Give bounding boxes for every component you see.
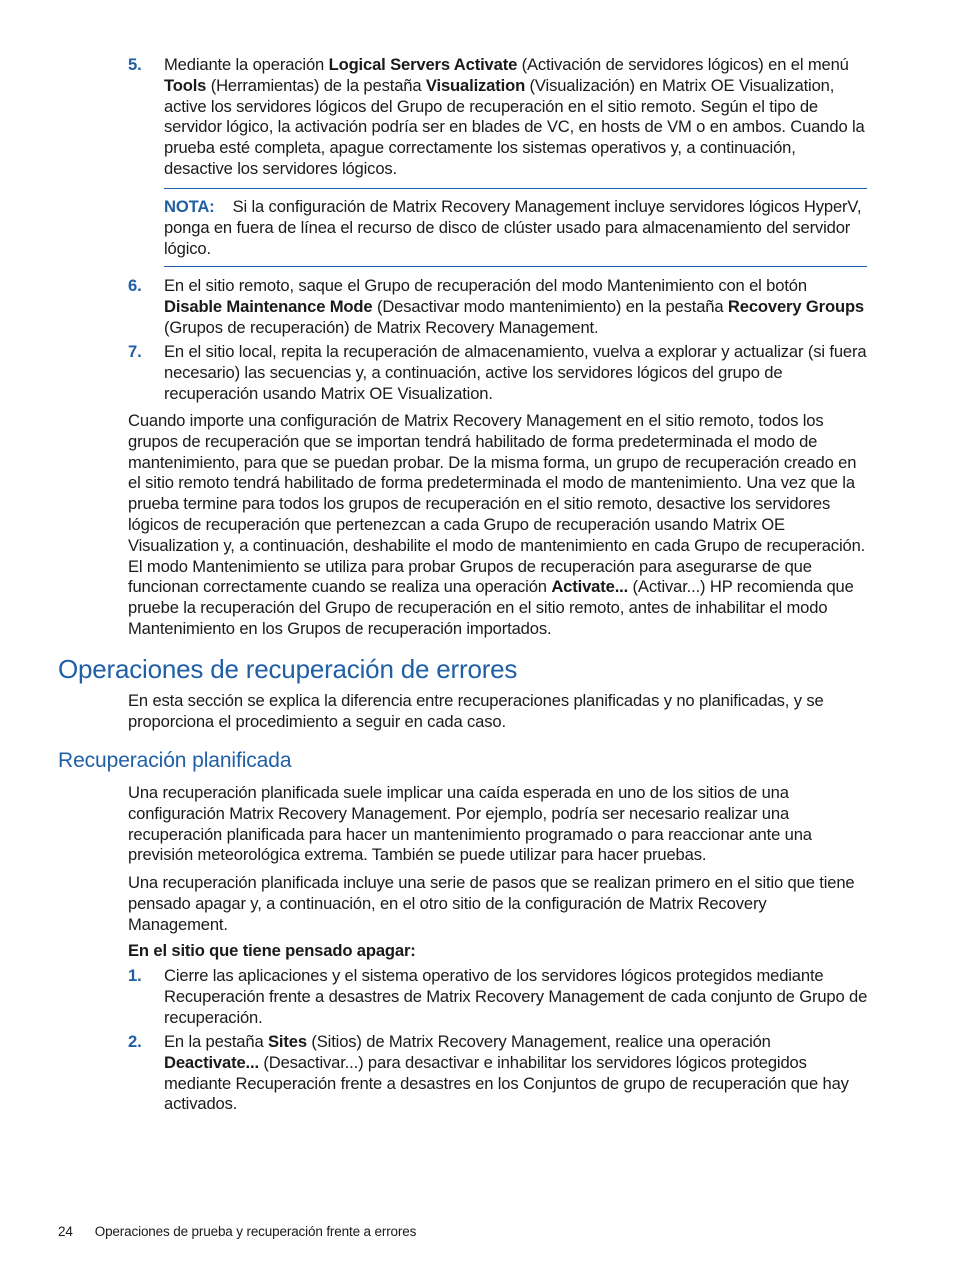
text-run: En el sitio remoto, saque el Grupo de recuperación del modo Mantenimiento con el botón [164,276,807,295]
step-text [164,342,868,404]
text-run: (Herramientas) de la pestaña [206,75,426,95]
text-run: Cierre las aplicaciones y el sistema operativo de los servidores lógicos protegidos mediante Recuperación frente a desastres de Matrix Recovery Management de cada conjunto de Grupo de recuperación. [164,966,868,1027]
ui-term: Disable Maintenance Mode [164,296,373,316]
note-box [164,188,867,267]
ui-term: Logical Servers Activate [328,55,518,74]
step-number: 6. [128,276,142,295]
step-number: 5. [128,55,142,74]
text-run: (Grupos de recuperación) de Matrix Recovery Management. [164,317,599,337]
step-number: 2. [128,1032,142,1051]
text-run: En la pestaña [164,1032,268,1051]
ui-term: Sites [268,1032,307,1051]
ui-term: Visualization [425,75,526,95]
footer-title: Operaciones de prueba y recuperación frente a errores [94,1224,417,1239]
ui-term: Activate... [551,577,629,597]
text-run: En el sitio local, repita la recuperación de almacenamiento, vuelva a explorar y actualizar (si fuera necesario) las secuencias y, a continuación, active los servidores lógicos del grupo de recuperación usando Matrix OE Visualization. [164,342,867,403]
ui-term: Tools [164,75,207,95]
text-run: (Desactivar...) para desactivar e inhabilitar los servidores lógicos protegidos mediante Recuperación frente a desastres en los Conjuntos de grupo de recuperación que hay activados. [164,1052,849,1114]
list-item-step-2 [128,1032,868,1115]
text-run: Cuando importe una configuración de Matrix Recovery Management en el sitio remoto, todos los grupos de recuperación que se importan tendrá habilitado de forma predeterminada el modo de mantenimiento, para que se puedan probar. De la misma forma, un grupo de recuperación creado en el sitio remoto tendrá habilitado de forma predeterminada el modo de mantenimiento. Una vez que la prueba termine para todos los grupos de recuperación en el sitio remoto, desactive los servidores lógicos de recuperación que pertenezcan a cada Grupo de recuperación usando Matrix OE Visualization y, a continuación, deshabilite el modo de mantenimiento en cada Grupo de recuperación. El modo Mantenimiento se utiliza para probar Grupos de recuperación para asegurarse de que funcionan correctamente cuando se realiza una operación [128,411,866,597]
text-run: (Desactivar modo mantenimiento) en la pestaña [372,296,728,316]
list-item-step-6 [128,276,868,338]
step-number: 1. [128,966,142,985]
step-text [164,1032,868,1115]
step-number: 7. [128,342,142,361]
page-footer [58,1222,416,1242]
list-item-step-7 [128,342,868,404]
ui-term: Deactivate... [164,1052,259,1072]
list-item-step-5 [128,55,868,180]
section-intro-paragraph: En esta sección se explica la diferencia entre recuperaciones planificadas y no planificadas, y se proporciona el procedimiento a seguir en cada caso. [128,691,824,731]
text-run: (Activar...) HP recomienda que pruebe la recuperación del Grupo de recuperación en el sitio remoto, antes de inhabilitar el modo Mantenimiento en los Grupos de recuperación importados. [128,577,854,638]
section-heading: Operaciones de recuperación de errores [58,654,518,684]
step-text [164,276,868,338]
step-text [164,55,868,180]
planned-recovery-paragraph-2: Una recuperación planificada incluye una serie de pasos que se realizan primero en el sitio que tiene pensado apagar y, a continuación, en el otro sitio de la configuración de Matrix Recovery Management. [128,873,855,934]
text-run: (Activación de servidores lógicos) en el menú [517,55,849,74]
page-number: 24 [58,1224,73,1239]
list-item-step-1 [128,966,868,1028]
maintenance-mode-paragraph [128,411,868,640]
text-run: (Sitios) de Matrix Recovery Management, realice una operación [306,1032,771,1051]
subsection-heading: Recuperación planificada [58,749,292,772]
text-run: Mediante la operación [164,55,329,74]
site-shutdown-label: En el sitio que tiene pensado apagar: [128,941,416,960]
text-run: (Visualización) en Matrix OE Visualization, active los servidores lógicos del Grupo de recuperación en el sitio remoto. Según el tipo de servidor lógico, la activación podría ser en blades de VC, en hosts de VM o en ambos. Cuando la prueba esté completa, apague correctamente los sistemas operativos y, a continuación, desactive los servidores lógicos. [164,75,865,178]
step-text [164,966,868,1028]
note-text: Si la configuración de Matrix Recovery Management incluye servidores lógicos HyperV, ponga en fuera de línea el recurso de disco de clúster usado para almacenamiento del servidor lógico. [164,197,862,258]
planned-recovery-paragraph-1: Una recuperación planificada suele implicar una caída esperada en uno de los sitios de una configuración Matrix Recovery Management. Por ejemplo, podría ser necesario realizar una recuperación planificada para hacer un mantenimiento programado o para reaccionar ante una previsión meteorológica extrema. También se puede utilizar para hacer pruebas. [128,783,812,865]
ui-term: Recovery Groups [727,296,865,316]
note-label: NOTA: [164,197,215,216]
